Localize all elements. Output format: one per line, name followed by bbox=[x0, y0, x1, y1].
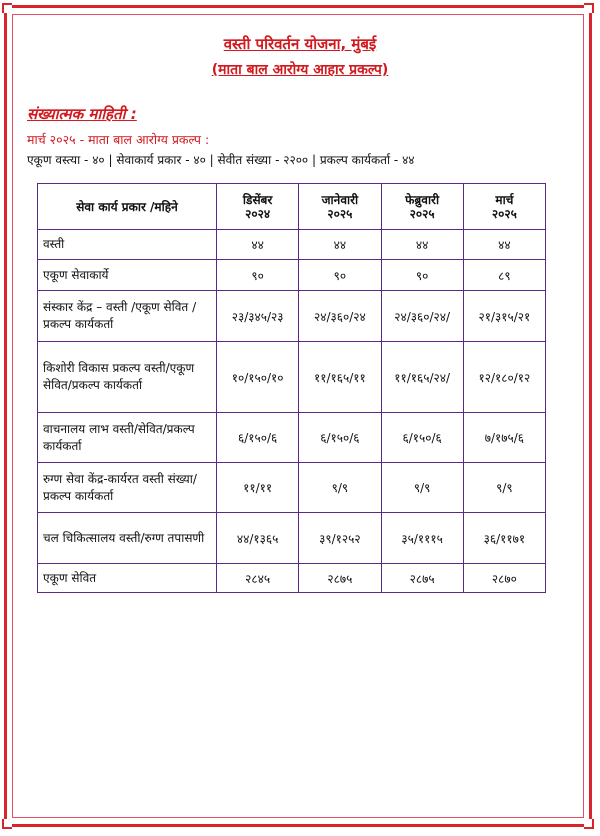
table-cell: ६/१५०/६ bbox=[299, 413, 381, 463]
document-title: वस्ती परिवर्तन योजना, मुंबई bbox=[223, 35, 377, 53]
table-cell: ६/१५०/६ bbox=[217, 413, 299, 463]
table-cell: ८९ bbox=[463, 260, 545, 291]
table-cell: ९/९ bbox=[299, 463, 381, 513]
column-header-month: जानेवारी २०२५ bbox=[299, 184, 381, 230]
table-cell: ९/९ bbox=[463, 463, 545, 513]
table-cell: २१/३१५/२१ bbox=[463, 291, 545, 342]
table-cell: ९/९ bbox=[381, 463, 463, 513]
row-label: किशोरी विकास प्रकल्प वस्ती/एकूण सेवित/प्रकल्प कार्यकर्ता bbox=[38, 342, 217, 413]
corner-ornament bbox=[2, 819, 12, 829]
table-cell: ३६/११७१ bbox=[463, 513, 545, 564]
row-label: चल चिकित्सालय वस्ती/रुग्ण तपासणी bbox=[38, 513, 217, 564]
table-cell: २४/३६०/२४/ bbox=[381, 291, 463, 342]
column-header-month: मार्च २०२५ bbox=[463, 184, 545, 230]
column-header-month: फेब्रुवारी २०२५ bbox=[381, 184, 463, 230]
table-cell: ११/१६५/११ bbox=[299, 342, 381, 413]
document-subtitle: (माता बाल आरोग्य आहार प्रकल्प) bbox=[211, 62, 389, 78]
table-cell: २४/३६०/२४ bbox=[299, 291, 381, 342]
row-label: वस्ती bbox=[38, 230, 217, 260]
corner-ornament bbox=[2, 3, 12, 13]
table-cell: ६/१५०/६ bbox=[381, 413, 463, 463]
row-label: वाचनालय लाभ वस्ती/सेवित/प्रकल्प कार्यकर्ता bbox=[38, 413, 217, 463]
table-cell: ९० bbox=[217, 260, 299, 291]
table-row bbox=[38, 342, 546, 413]
table-cell: ४४ bbox=[381, 230, 463, 260]
table-cell: ३९/१२५२ bbox=[299, 513, 381, 564]
column-header-month: डिसेंबर २०२४ bbox=[217, 184, 299, 230]
table-row bbox=[38, 463, 546, 513]
table-cell: ४४/१३६५ bbox=[217, 513, 299, 564]
table-cell: २३/३४५/२३ bbox=[217, 291, 299, 342]
summary-line: एकूण वस्त्या - ४० | सेवाकार्य प्रकार - ४० | सेवीत संख्या - २२०० | प्रकल्प कार्यकर्ता - ४४ bbox=[27, 153, 415, 167]
section-heading: संख्यात्मक माहिती : bbox=[27, 105, 137, 123]
column-header-category: सेवा कार्य प्रकार /महिने bbox=[38, 184, 217, 230]
table-cell: २८७५ bbox=[299, 564, 381, 593]
table-cell: ११/१६५/२४/ bbox=[381, 342, 463, 413]
row-label: एकूण सेवाकार्ये bbox=[38, 260, 217, 291]
table-cell: ४४ bbox=[217, 230, 299, 260]
table-cell: ४४ bbox=[299, 230, 381, 260]
corner-ornament bbox=[584, 3, 594, 13]
row-label: एकूण सेवित bbox=[38, 564, 217, 593]
table-cell: २८७० bbox=[463, 564, 545, 593]
statistics-table bbox=[37, 183, 546, 593]
row-label: संस्कार केंद्र – वस्ती /एकूण सेवित /प्रकल्प कार्यकर्ता bbox=[38, 291, 217, 342]
table-cell: ४४ bbox=[463, 230, 545, 260]
table-cell: १२/१८०/१२ bbox=[463, 342, 545, 413]
row-label: रुग्ण सेवा केंद्र-कार्यरत वस्ती संख्या/प्रकल्प कार्यकर्ता bbox=[38, 463, 217, 513]
table-row bbox=[38, 260, 546, 291]
table-row bbox=[38, 513, 546, 564]
table-cell: ७/१७५/६ bbox=[463, 413, 545, 463]
table-row bbox=[38, 413, 546, 463]
table-cell: ११/११ bbox=[217, 463, 299, 513]
table-cell: १०/१५०/१० bbox=[217, 342, 299, 413]
corner-ornament bbox=[584, 819, 594, 829]
table-cell: ९० bbox=[381, 260, 463, 291]
table-header-row bbox=[38, 184, 546, 230]
table-cell: ९० bbox=[299, 260, 381, 291]
section-subheading: मार्च २०२५ - माता बाल आरोग्य प्रकल्प : bbox=[27, 132, 210, 147]
table-cell: २८४५ bbox=[217, 564, 299, 593]
table-cell: २८७५ bbox=[381, 564, 463, 593]
table-row bbox=[38, 564, 546, 593]
table-row bbox=[38, 230, 546, 260]
table-row bbox=[38, 291, 546, 342]
table-cell: ३५/१११५ bbox=[381, 513, 463, 564]
